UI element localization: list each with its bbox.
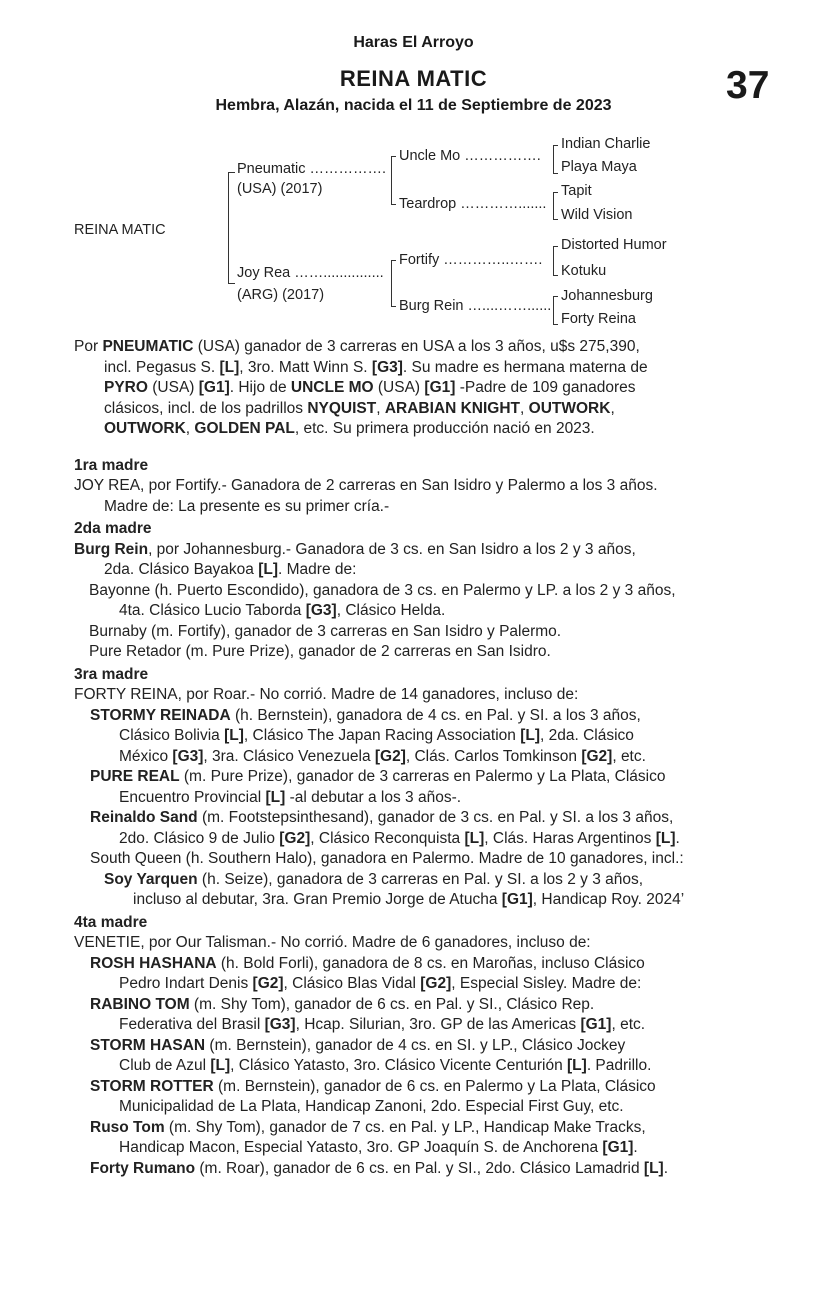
dam-name: Joy Rea ……............... (237, 265, 384, 281)
bracket-gen3 (553, 145, 554, 173)
text-span: , Clásico Reconquista (310, 829, 465, 847)
bracket-gen3 (553, 246, 554, 275)
text-span: (m. Roar), ganador de 6 cs. en Pal. y SI., 2do. Clásico Lamadrid (195, 1159, 644, 1177)
ancestor-4: Wild Vision (561, 207, 633, 223)
text-span: (h. Seize), ganadora de 3 carreras en Pal. y SI. a los 2 y 3 años, (197, 870, 644, 888)
dam-origin: (ARG) (2017) (237, 287, 325, 303)
bold-text: STORM HASAN (90, 1036, 206, 1054)
text-span: , etc. Su primera producción nació en 2023. (294, 420, 595, 437)
text-span: (m. Pure Prize), ganador de 3 carreras en Palermo y La Plata, Clásico (179, 768, 666, 785)
bracket-tick (553, 324, 558, 325)
bold-text: [G1] (580, 1016, 612, 1033)
third-dam-section (74, 665, 764, 911)
text-line (74, 1056, 764, 1077)
section-heading: 3ra madre (74, 665, 149, 683)
text-line (74, 870, 764, 891)
text-span: , etc. (611, 1016, 646, 1033)
text-span: (h. Bold Forli), ganadora de 8 cs. en Maroñas, incluso Clásico (216, 954, 645, 972)
bold-text: [G1] (198, 379, 230, 396)
text-span: , (185, 420, 195, 437)
bracket-tick (553, 192, 558, 193)
text-span: , Clás. Haras Argentinos (484, 829, 656, 847)
text-line (74, 1015, 764, 1036)
bold-text: PNEUMATIC (102, 338, 194, 355)
bold-text: [L] (464, 829, 485, 847)
grandsire-4: Burg Rein …....……...... (399, 298, 552, 314)
bracket-tick (553, 173, 558, 174)
bold-text: Burg Rein (74, 540, 149, 558)
text-span: , Hcap. Silurian, 3ro. GP de las Americas (295, 1016, 581, 1033)
text-line (74, 1118, 764, 1139)
bold-text: Ruso Tom (90, 1118, 165, 1136)
text-span: -al debutar a los 3 años-. (285, 788, 462, 806)
text-span: (m. Bernstein), ganador de 4 cs. en SI. y LP., Clásico Jockey (205, 1036, 626, 1054)
bold-text: [L] (520, 727, 540, 744)
text-line (74, 378, 764, 399)
bracket-tick (228, 283, 235, 284)
horse-description: Hembra, Alazán, nacida el 11 de Septiembre de 2023 (215, 97, 612, 114)
bold-text: [G1] (501, 891, 533, 908)
text-span: , Handicap Roy. 2024’ (532, 891, 685, 908)
breeder-name: Haras El Arroyo (353, 34, 474, 51)
text-line (74, 1138, 764, 1159)
text-span: Por (74, 338, 103, 355)
sire-paragraph (74, 337, 764, 440)
text-line (74, 829, 764, 850)
text-span: -Padre de 109 ganadores (455, 379, 636, 396)
bold-text: GOLDEN PAL (194, 420, 295, 437)
text-span: , Especial Sisley. Madre de: (451, 975, 642, 992)
text-span: . (675, 829, 680, 847)
bracket-gen3 (553, 192, 554, 219)
text-line (74, 808, 764, 829)
offspring-line: Bayonne (h. Puerto Escondido), ganadora de 3 cs. en Palermo y LP. a los 2 y 3 años, (89, 581, 676, 599)
bold-text: [G1] (424, 379, 456, 396)
lot-number: 37 (726, 64, 770, 107)
spacer (74, 440, 764, 454)
bold-text: OUTWORK (528, 399, 611, 417)
text-span: (m. Footstepsinthesand), ganador de 3 cs. en Pal. y SI. a los 3 años, (197, 809, 674, 826)
bold-text: ROSH HASHANA (90, 954, 217, 972)
offspring-line: Burnaby (m. Fortify), ganador de 3 carreras en San Isidro y Palermo. (89, 622, 562, 640)
bracket-gen2-top (391, 156, 392, 204)
text-span: (USA) ganador de 3 carreras en USA a los 3 años, u$s 275,390, (193, 338, 640, 355)
text-span: 2do. Clásico 9 de Julio (119, 829, 280, 847)
bold-text: [L] (219, 358, 240, 376)
text-line (74, 706, 764, 727)
text-span: 4ta. Clásico Lucio Taborda (119, 602, 306, 619)
text-span: (m. Shy Tom), ganador de 7 cs. en Pal. y LP., Handicap Make Tracks, (164, 1118, 646, 1136)
text-span: , Clásico Blas Vidal (283, 975, 421, 992)
ancestor-5: Distorted Humor (561, 237, 667, 253)
text-line (74, 1077, 764, 1098)
bracket-gen1 (228, 172, 229, 283)
text-span: , (520, 399, 529, 417)
bracket-tick (553, 219, 558, 220)
text-line (74, 1036, 764, 1057)
offspring-line: South Queen (h. Southern Halo), ganadora en Palermo. Madre de 10 ganadores, incl.: (90, 850, 684, 867)
offspring-line: Municipalidad de La Plata, Handicap Zanoni, 2do. Especial First Guy, etc. (119, 1098, 624, 1115)
bold-text: Forty Rumano (90, 1159, 196, 1177)
bold-text: [L] (210, 1057, 231, 1074)
text-span: , (376, 399, 385, 417)
text-line (74, 726, 764, 747)
dam-line: JOY REA, por Fortify.- Ganadora de 2 carreras en San Isidro y Palermo a los 3 años. (74, 477, 658, 494)
bracket-tick (553, 275, 558, 276)
text-line (74, 974, 764, 995)
pedigree-subject: REINA MATIC (74, 222, 166, 238)
ancestor-7: Johannesburg (561, 288, 653, 304)
bold-text: Reinaldo Sand (90, 809, 198, 826)
text-line (74, 1159, 764, 1180)
bold-text: [G3] (371, 358, 403, 376)
text-span: Handicap Macon, Especial Yatasto, 3ro. GP Joaquín S. de Anchorena (119, 1139, 603, 1156)
section-heading: 2da madre (74, 520, 152, 537)
text-line (74, 995, 764, 1016)
text-line (74, 399, 764, 420)
bold-text: [G3] (264, 1016, 296, 1033)
bold-text: [G2] (252, 975, 284, 992)
sire-origin: (USA) (2017) (237, 181, 323, 197)
text-span: , 3ra. Clásico Venezuela (203, 747, 375, 765)
bold-text: STORM ROTTER (90, 1077, 214, 1095)
text-span: , por Johannesburg.- Ganadora de 3 cs. en San Isidro a los 2 y 3 años, (148, 540, 636, 558)
text-line (74, 747, 764, 768)
text-span: . (633, 1139, 638, 1156)
ancestor-6: Kotuku (561, 263, 607, 279)
bold-text: [G3] (305, 602, 337, 619)
fourth-dam-section (74, 913, 764, 1180)
text-span: 2da. Clásico Bayakoa (104, 561, 259, 578)
text-line (74, 601, 764, 622)
text-span: . (663, 1159, 669, 1177)
bold-text: STORMY REINADA (90, 706, 231, 724)
text-span: . Hijo de (229, 379, 291, 396)
bracket-tick (391, 204, 396, 205)
text-line (74, 337, 764, 358)
bracket-gen2-bottom (391, 260, 392, 306)
bold-text: [L] (265, 788, 286, 806)
text-span: , etc. (612, 747, 646, 765)
bold-text: PURE REAL (90, 768, 180, 785)
grandsire-3: Fortify …………..……. (399, 252, 543, 268)
text-line (74, 540, 764, 561)
text-span: (USA) (147, 379, 199, 396)
text-span: Clásico Bolivia (119, 727, 225, 744)
text-span: Federativa del Brasil (119, 1016, 265, 1033)
bold-text: OUTWORK (104, 420, 186, 437)
bracket-tick (553, 296, 558, 297)
dam-line: VENETIE, por Our Talisman.- No corrió. Madre de 6 ganadores, incluso de: (74, 934, 591, 951)
text-line (74, 419, 764, 440)
text-span: clásicos, incl. de los padrillos (104, 399, 308, 417)
bracket-gen3 (553, 296, 554, 324)
dam-line: Madre de: La presente es su primer cría.- (104, 497, 390, 515)
text-line (74, 358, 764, 379)
text-line (74, 890, 764, 911)
text-span: , Clás. Carlos Tomkinson (405, 747, 582, 765)
grandsire-2: Teardrop …………....... (399, 196, 547, 212)
bold-text: RABINO TOM (90, 995, 190, 1013)
section-heading: 4ta madre (74, 913, 148, 931)
horse-name: REINA MATIC (339, 66, 488, 91)
text-span: . Madre de: (278, 561, 357, 578)
text-span: incl. Pegasus S. (104, 358, 220, 376)
bold-text: [G2] (420, 975, 452, 992)
text-span: , Clásico Yatasto, 3ro. Clásico Vicente Centurión (230, 1057, 568, 1074)
text-span: . Su madre es hermana materna de (402, 358, 648, 376)
text-span: , Clásico Helda. (336, 602, 446, 619)
ancestor-1: Indian Charlie (561, 136, 651, 152)
bracket-tick (391, 306, 396, 307)
text-span: Club de Azul (119, 1057, 211, 1074)
text-span: (h. Bernstein), ganadora de 4 cs. en Pal. y SI. a los 3 años, (230, 706, 641, 724)
bold-text: PYRO (104, 379, 148, 396)
bold-text: [G1] (602, 1139, 634, 1156)
bold-text: [L] (655, 829, 676, 847)
text-line (74, 767, 764, 788)
bold-text: [L] (643, 1159, 664, 1177)
bold-text: Soy Yarquen (104, 870, 198, 888)
bracket-tick (391, 156, 396, 157)
bracket-tick (553, 145, 558, 146)
bold-text: [G3] (172, 747, 204, 765)
text-line (74, 954, 764, 975)
grandsire-1: Uncle Mo ……………. (399, 148, 541, 164)
text-span: . Padrillo. (586, 1057, 652, 1074)
text-span: Encuentro Provincial (119, 788, 266, 806)
bracket-tick (553, 246, 558, 247)
text-span: incluso al debutar, 3ra. Gran Premio Jorge de Atucha (133, 891, 502, 908)
bold-text: NYQUIST (307, 399, 377, 417)
ancestor-2: Playa Maya (561, 159, 637, 175)
ancestor-3: Tapit (561, 183, 592, 199)
bold-text: [L] (258, 561, 279, 578)
first-dam-section (74, 456, 764, 518)
bold-text: [L] (567, 1057, 587, 1074)
bracket-tick (228, 172, 235, 173)
bold-text: [G2] (279, 829, 311, 847)
ancestor-8: Forty Reina (561, 311, 636, 327)
second-dam-section (74, 519, 764, 663)
text-span: (USA) (373, 379, 425, 396)
catalog-text (74, 337, 764, 1179)
text-span: (m. Bernstein), ganador de 6 cs. en Palermo y La Plata, Clásico (213, 1077, 656, 1095)
sire-name: Pneumatic ……………. (237, 161, 387, 177)
text-span: (m. Shy Tom), ganador de 6 cs. en Pal. y SI., Clásico Rep. (189, 995, 595, 1013)
text-line (74, 560, 764, 581)
text-span: , 3ro. Matt Winn S. (239, 358, 372, 376)
section-heading: 1ra madre (74, 456, 149, 474)
text-span: México (119, 747, 173, 765)
bold-text: [G2] (374, 747, 406, 765)
text-span: , Clásico The Japan Racing Association (243, 727, 521, 744)
dam-line: FORTY REINA, por Roar.- No corrió. Madre de 14 ganadores, incluso de: (74, 686, 579, 703)
bold-text: UNCLE MO (290, 379, 374, 396)
bold-text: [L] (224, 727, 244, 744)
text-span: Pedro Indart Denis (119, 975, 253, 992)
bracket-tick (391, 260, 396, 261)
bold-text: [G2] (581, 747, 613, 765)
text-span: , 2da. Clásico (540, 727, 634, 744)
bold-text: ARABIAN KNIGHT (384, 399, 521, 417)
text-span: , (610, 399, 615, 417)
offspring-line: Pure Retador (m. Pure Prize), ganador de 2 carreras en San Isidro. (89, 643, 551, 660)
text-line (74, 788, 764, 809)
